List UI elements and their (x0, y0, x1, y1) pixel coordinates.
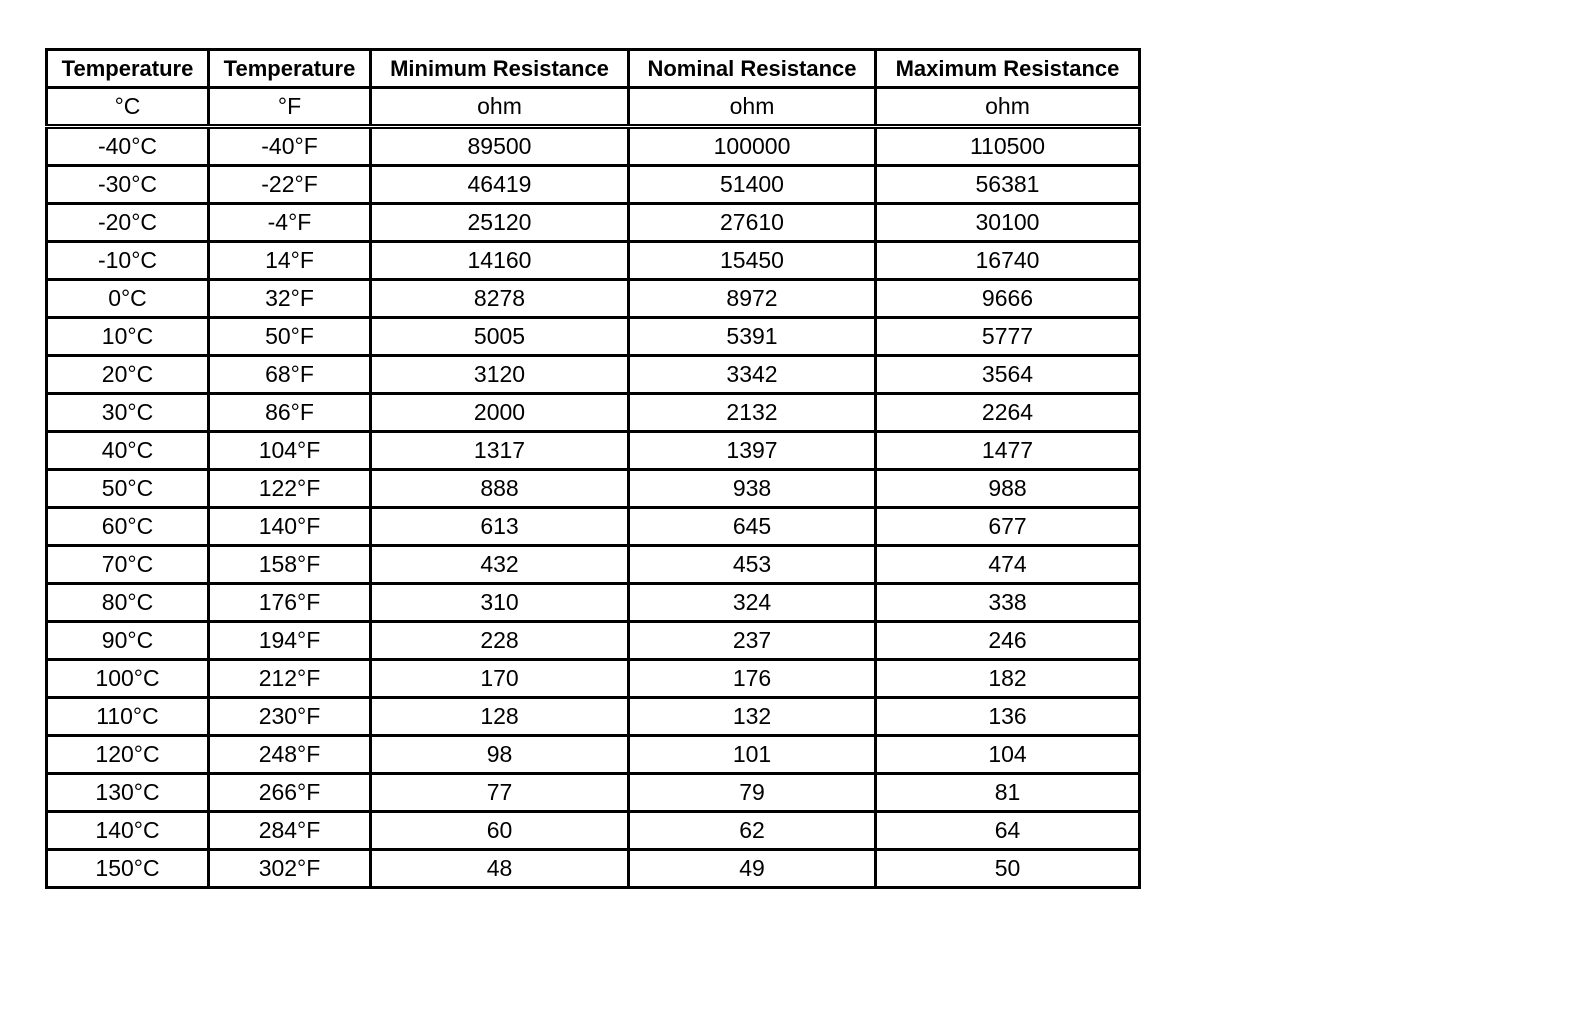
temp-f-cell: 176°F (209, 584, 371, 622)
min-resistance-cell: 228 (371, 622, 629, 660)
nominal-resistance-cell: 100000 (629, 127, 876, 166)
table-row (47, 318, 1140, 356)
max-resistance-cell: 9666 (876, 280, 1140, 318)
table-row (47, 242, 1140, 280)
temp-f-cell: -22°F (209, 166, 371, 204)
nominal-resistance-cell: 5391 (629, 318, 876, 356)
min-resistance-cell: 48 (371, 850, 629, 888)
max-resistance-cell: 677 (876, 508, 1140, 546)
temp-f-cell: 266°F (209, 774, 371, 812)
min-resistance-cell: 1317 (371, 432, 629, 470)
unit-cell: °C (47, 88, 209, 127)
temp-c-cell: 40°C (47, 432, 209, 470)
temp-c-cell: 30°C (47, 394, 209, 432)
header-nominal-resistance: Nominal Resistance (629, 50, 876, 88)
header-minimum-resistance: Minimum Resistance (371, 50, 629, 88)
nominal-resistance-cell: 3342 (629, 356, 876, 394)
min-resistance-cell: 60 (371, 812, 629, 850)
temp-f-cell: 212°F (209, 660, 371, 698)
temp-c-cell: 150°C (47, 850, 209, 888)
temp-f-cell: 32°F (209, 280, 371, 318)
header-temperature-c: Temperature (47, 50, 209, 88)
table-body (47, 127, 1140, 888)
table-row (47, 356, 1140, 394)
table-row (47, 204, 1140, 242)
max-resistance-cell: 3564 (876, 356, 1140, 394)
temp-f-cell: 248°F (209, 736, 371, 774)
temp-f-cell: 302°F (209, 850, 371, 888)
table-row (47, 470, 1140, 508)
temp-f-cell: 68°F (209, 356, 371, 394)
nominal-resistance-cell: 62 (629, 812, 876, 850)
min-resistance-cell: 46419 (371, 166, 629, 204)
temp-f-cell: -40°F (209, 127, 371, 166)
temp-c-cell: -40°C (47, 127, 209, 166)
table-row (47, 127, 1140, 166)
max-resistance-cell: 2264 (876, 394, 1140, 432)
table-row (47, 508, 1140, 546)
min-resistance-cell: 432 (371, 546, 629, 584)
max-resistance-cell: 56381 (876, 166, 1140, 204)
header-maximum-resistance: Maximum Resistance (876, 50, 1140, 88)
max-resistance-cell: 30100 (876, 204, 1140, 242)
temp-c-cell: 110°C (47, 698, 209, 736)
nominal-resistance-cell: 132 (629, 698, 876, 736)
table-row (47, 432, 1140, 470)
temp-c-cell: -10°C (47, 242, 209, 280)
unit-cell: ohm (371, 88, 629, 127)
max-resistance-cell: 338 (876, 584, 1140, 622)
nominal-resistance-cell: 324 (629, 584, 876, 622)
min-resistance-cell: 5005 (371, 318, 629, 356)
temp-c-cell: 80°C (47, 584, 209, 622)
table-row (47, 280, 1140, 318)
temp-c-cell: 140°C (47, 812, 209, 850)
nominal-resistance-cell: 1397 (629, 432, 876, 470)
temp-f-cell: -4°F (209, 204, 371, 242)
temp-c-cell: 10°C (47, 318, 209, 356)
temp-f-cell: 104°F (209, 432, 371, 470)
max-resistance-cell: 64 (876, 812, 1140, 850)
table-row (47, 546, 1140, 584)
nominal-resistance-cell: 27610 (629, 204, 876, 242)
temp-f-cell: 86°F (209, 394, 371, 432)
temp-c-cell: 100°C (47, 660, 209, 698)
table-row (47, 166, 1140, 204)
max-resistance-cell: 5777 (876, 318, 1140, 356)
nominal-resistance-cell: 8972 (629, 280, 876, 318)
min-resistance-cell: 613 (371, 508, 629, 546)
temp-c-cell: 90°C (47, 622, 209, 660)
nominal-resistance-cell: 51400 (629, 166, 876, 204)
table-row (47, 660, 1140, 698)
temp-c-cell: 0°C (47, 280, 209, 318)
unit-cell: ohm (629, 88, 876, 127)
max-resistance-cell: 1477 (876, 432, 1140, 470)
nominal-resistance-cell: 645 (629, 508, 876, 546)
temp-f-cell: 194°F (209, 622, 371, 660)
temp-c-cell: -30°C (47, 166, 209, 204)
units-row (47, 88, 1140, 127)
table-row (47, 774, 1140, 812)
header-row (47, 50, 1140, 88)
max-resistance-cell: 474 (876, 546, 1140, 584)
table-row (47, 736, 1140, 774)
nominal-resistance-cell: 938 (629, 470, 876, 508)
min-resistance-cell: 77 (371, 774, 629, 812)
nominal-resistance-cell: 453 (629, 546, 876, 584)
unit-cell: °F (209, 88, 371, 127)
table-row (47, 394, 1140, 432)
min-resistance-cell: 888 (371, 470, 629, 508)
temp-c-cell: 130°C (47, 774, 209, 812)
min-resistance-cell: 25120 (371, 204, 629, 242)
max-resistance-cell: 182 (876, 660, 1140, 698)
min-resistance-cell: 170 (371, 660, 629, 698)
max-resistance-cell: 16740 (876, 242, 1140, 280)
temp-c-cell: -20°C (47, 204, 209, 242)
temp-f-cell: 140°F (209, 508, 371, 546)
nominal-resistance-cell: 79 (629, 774, 876, 812)
temp-f-cell: 14°F (209, 242, 371, 280)
unit-cell: ohm (876, 88, 1140, 127)
temp-f-cell: 50°F (209, 318, 371, 356)
nominal-resistance-cell: 101 (629, 736, 876, 774)
min-resistance-cell: 310 (371, 584, 629, 622)
header-temperature-f: Temperature (209, 50, 371, 88)
temp-c-cell: 60°C (47, 508, 209, 546)
temp-c-cell: 50°C (47, 470, 209, 508)
temp-c-cell: 70°C (47, 546, 209, 584)
min-resistance-cell: 8278 (371, 280, 629, 318)
table-row (47, 584, 1140, 622)
max-resistance-cell: 110500 (876, 127, 1140, 166)
max-resistance-cell: 81 (876, 774, 1140, 812)
resistance-table (45, 48, 1141, 889)
min-resistance-cell: 89500 (371, 127, 629, 166)
nominal-resistance-cell: 176 (629, 660, 876, 698)
temp-c-cell: 120°C (47, 736, 209, 774)
max-resistance-cell: 988 (876, 470, 1140, 508)
nominal-resistance-cell: 15450 (629, 242, 876, 280)
temp-f-cell: 284°F (209, 812, 371, 850)
min-resistance-cell: 14160 (371, 242, 629, 280)
max-resistance-cell: 50 (876, 850, 1140, 888)
max-resistance-cell: 104 (876, 736, 1140, 774)
min-resistance-cell: 98 (371, 736, 629, 774)
nominal-resistance-cell: 2132 (629, 394, 876, 432)
temp-c-cell: 20°C (47, 356, 209, 394)
table-row (47, 622, 1140, 660)
nominal-resistance-cell: 237 (629, 622, 876, 660)
table-row (47, 850, 1140, 888)
table-row (47, 698, 1140, 736)
temp-f-cell: 158°F (209, 546, 371, 584)
min-resistance-cell: 2000 (371, 394, 629, 432)
max-resistance-cell: 136 (876, 698, 1140, 736)
table-row (47, 812, 1140, 850)
min-resistance-cell: 3120 (371, 356, 629, 394)
temp-f-cell: 122°F (209, 470, 371, 508)
temp-f-cell: 230°F (209, 698, 371, 736)
nominal-resistance-cell: 49 (629, 850, 876, 888)
min-resistance-cell: 128 (371, 698, 629, 736)
max-resistance-cell: 246 (876, 622, 1140, 660)
